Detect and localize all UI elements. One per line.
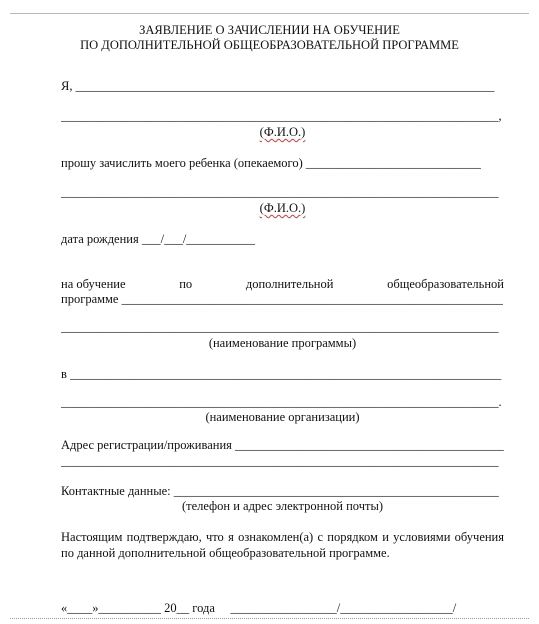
document-title-line-2: ПО ДОПОЛНИТЕЛЬНОЙ ОБЩЕОБРАЗОВАТЕЛЬНОЙ ПРОГРАММЕ — [80, 38, 459, 52]
child-name-caption-text: (Ф.И.О.) — [259, 201, 306, 215]
document-title-line-1: ЗАЯВЛЕНИЕ О ЗАЧИСЛЕНИИ НА ОБУЧЕНИЕ — [139, 23, 400, 37]
birth-date-line[interactable]: дата рождения ___/___/___________ — [61, 232, 256, 246]
program-word-1: на обучение — [61, 277, 126, 291]
program-name-line-2[interactable]: программе _____________________________________________________________ — [61, 292, 503, 306]
contacts-line[interactable]: Контактные данные: ____________________________________________________ — [61, 484, 499, 498]
signature-date-line[interactable]: «____»__________ 20__ года _________________/__________________/ — [61, 601, 457, 615]
applicant-name-line-2[interactable]: ______________________________________________________________________, — [61, 109, 502, 123]
program-name-caption: (наименование программы) — [208, 336, 357, 350]
program-line-1 — [61, 277, 504, 292]
organization-caption: (наименование организации) — [205, 410, 360, 424]
child-name-line-2[interactable]: ______________________________________________________________________ — [61, 185, 499, 199]
organization-line-1[interactable]: в _____________________________________________________________________ — [61, 367, 502, 381]
address-line-1[interactable]: Адрес регистрации/проживания ___________________________________________ — [61, 438, 504, 452]
child-name-caption — [61, 201, 504, 216]
organization-line-2[interactable]: ______________________________________________________________________. — [61, 395, 502, 409]
program-word-2: по — [179, 277, 193, 291]
address-line-2[interactable]: ______________________________________________________________________ — [61, 454, 499, 468]
page-top-border — [10, 13, 529, 14]
page-bottom-border — [10, 618, 529, 619]
applicant-name-line-1[interactable]: Я, ___________________________________________________________________ — [61, 79, 495, 93]
contacts-caption: (телефон и адрес электронной почты) — [181, 499, 384, 513]
program-name-line-3[interactable]: ______________________________________________________________________ — [61, 320, 499, 334]
confirmation-paragraph: Настоящим подтверждаю, что я ознакомлен(а) с порядком и условиями обучения по данной дополнительной общеобразовательной программе. — [61, 530, 504, 560]
child-name-line-1[interactable]: прошу зачислить моего ребенка (опекаемого) ____________________________ — [61, 156, 481, 170]
applicant-name-caption — [61, 125, 504, 140]
program-word-4: общеобразовательной — [387, 277, 504, 291]
program-word-3: дополнительной — [245, 277, 334, 291]
applicant-name-caption-text: (Ф.И.О.) — [259, 125, 306, 139]
